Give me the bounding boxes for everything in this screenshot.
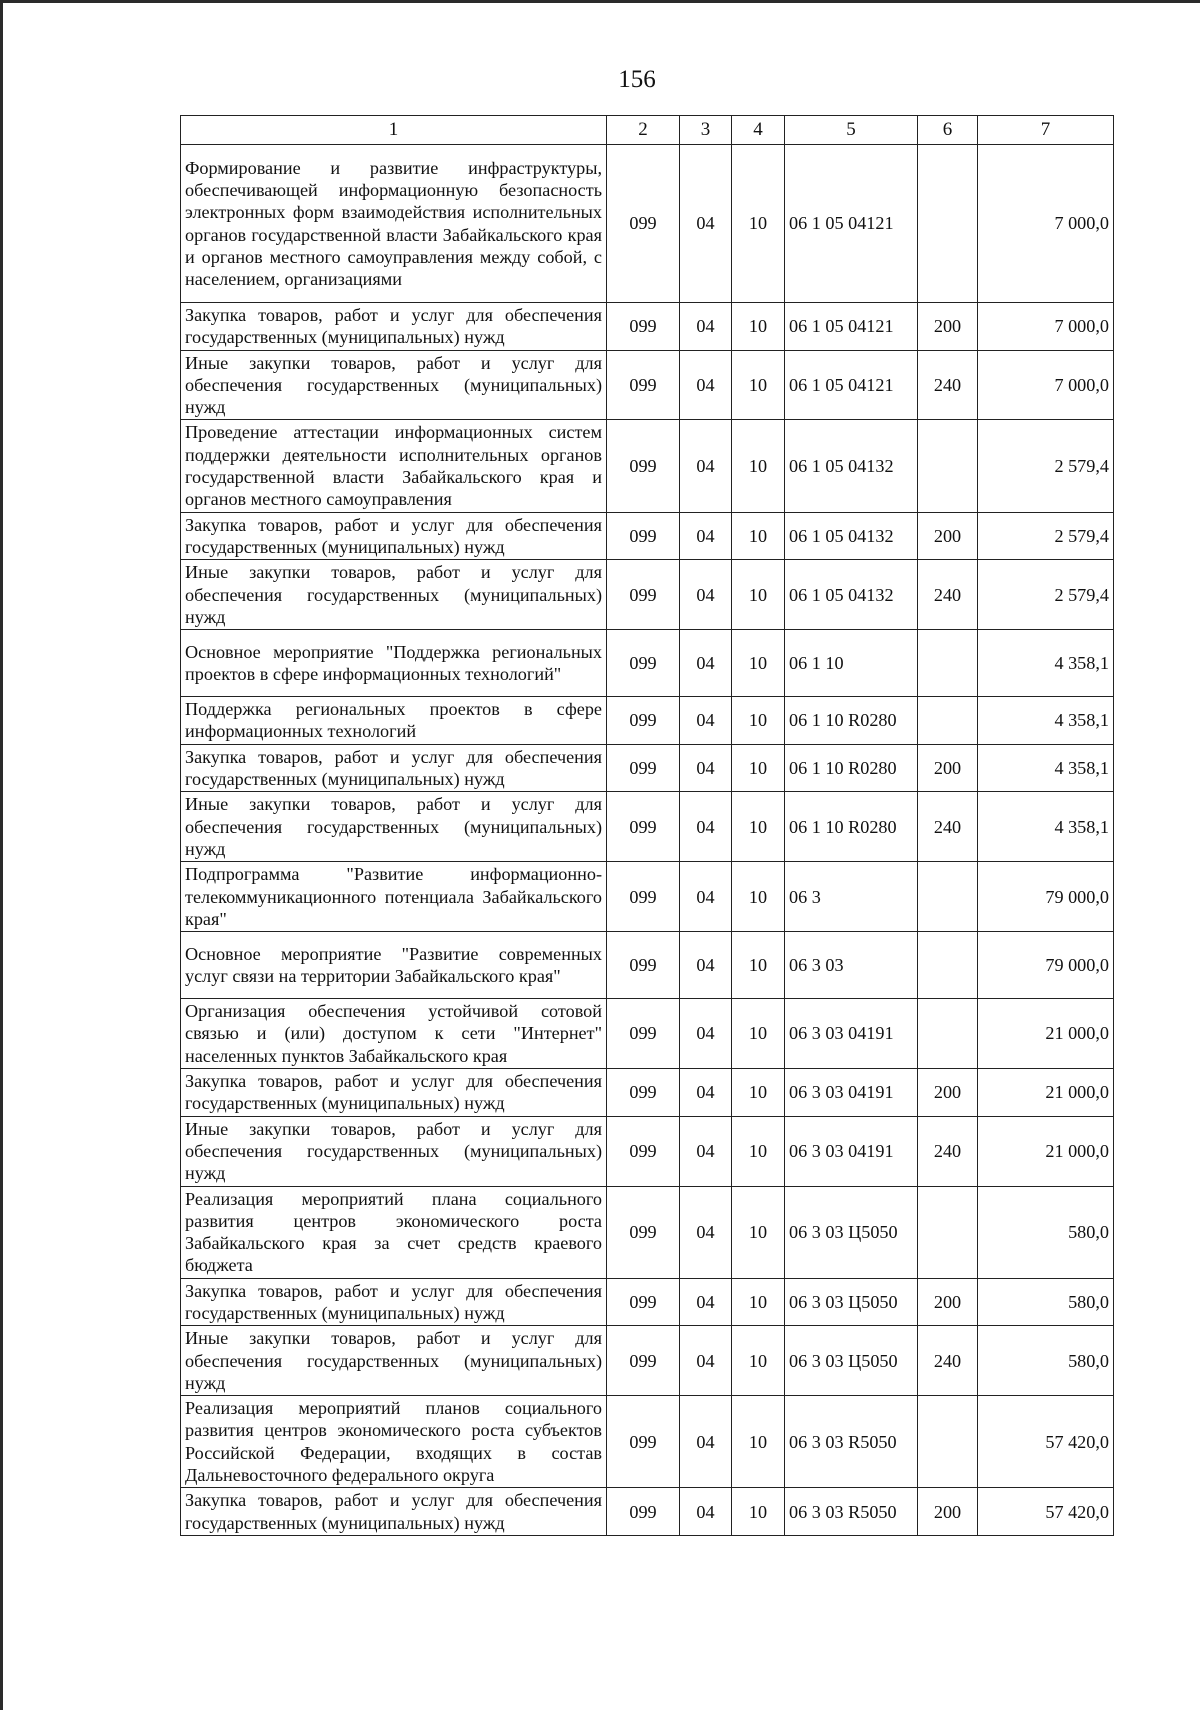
row-ministry-code: 099 xyxy=(607,932,680,999)
row-amount: 79 000,0 xyxy=(978,862,1114,932)
row-subsection-code: 10 xyxy=(732,1116,785,1186)
row-ministry-code: 099 xyxy=(607,630,680,697)
row-ministry-code: 099 xyxy=(607,697,680,745)
header-cell: 2 xyxy=(607,116,680,145)
row-amount: 21 000,0 xyxy=(978,999,1114,1069)
row-target-article: 06 1 10 xyxy=(785,630,918,697)
header-cell: 4 xyxy=(732,116,785,145)
table-row xyxy=(181,303,1114,351)
row-ministry-code: 099 xyxy=(607,999,680,1069)
table-row xyxy=(181,1326,1114,1396)
row-description: Формирование и развитие инфраструктуры, обеспечивающей информационную безопасность электронных форм взаимодействия исполнительных органов государственной власти Забайкальского края и органов местного самоуправления между собой, с населением, организациями xyxy=(181,145,607,303)
row-expense-type: 200 xyxy=(918,744,978,792)
row-section-code: 04 xyxy=(680,744,732,792)
row-target-article: 06 3 03 R5050 xyxy=(785,1396,918,1488)
row-subsection-code: 10 xyxy=(732,744,785,792)
row-amount: 4 358,1 xyxy=(978,630,1114,697)
row-description: Иные закупки товаров, работ и услуг для обеспечения государственных (муниципальных) нужд xyxy=(181,1326,607,1396)
header-cell: 1 xyxy=(181,116,607,145)
row-expense-type xyxy=(918,697,978,745)
row-target-article: 06 1 05 04121 xyxy=(785,350,918,420)
row-description: Подпрограмма "Развитие информационно-телекоммуникационного потенциала Забайкальского края" xyxy=(181,862,607,932)
row-amount: 2 579,4 xyxy=(978,560,1114,630)
table-row xyxy=(181,630,1114,697)
row-subsection-code: 10 xyxy=(732,1396,785,1488)
row-subsection-code: 10 xyxy=(732,303,785,351)
table-row xyxy=(181,1069,1114,1117)
row-section-code: 04 xyxy=(680,1488,732,1536)
row-target-article: 06 1 05 04121 xyxy=(785,145,918,303)
row-subsection-code: 10 xyxy=(732,792,785,862)
row-amount: 580,0 xyxy=(978,1326,1114,1396)
row-target-article: 06 1 10 R0280 xyxy=(785,792,918,862)
table-row xyxy=(181,1396,1114,1488)
row-description: Иные закупки товаров, работ и услуг для обеспечения государственных (муниципальных) нужд xyxy=(181,1116,607,1186)
row-expense-type: 240 xyxy=(918,1326,978,1396)
row-amount: 7 000,0 xyxy=(978,303,1114,351)
row-subsection-code: 10 xyxy=(732,420,785,512)
row-amount: 21 000,0 xyxy=(978,1069,1114,1117)
row-target-article: 06 1 05 04132 xyxy=(785,560,918,630)
row-amount: 2 579,4 xyxy=(978,512,1114,560)
header-cell: 5 xyxy=(785,116,918,145)
row-subsection-code: 10 xyxy=(732,697,785,745)
row-description: Реализация мероприятий плана социального развития центров экономического роста Забайкальского края за счет средств краевого бюджета xyxy=(181,1186,607,1278)
budget-table xyxy=(180,115,1114,1536)
row-subsection-code: 10 xyxy=(732,1278,785,1326)
row-target-article: 06 3 03 xyxy=(785,932,918,999)
row-section-code: 04 xyxy=(680,697,732,745)
row-section-code: 04 xyxy=(680,420,732,512)
row-target-article: 06 1 05 04121 xyxy=(785,303,918,351)
row-description: Основное мероприятие "Развитие современных услуг связи на территории Забайкальского края" xyxy=(181,932,607,999)
row-target-article: 06 1 10 R0280 xyxy=(785,697,918,745)
row-description: Организация обеспечения устойчивой сотовой связью и (или) доступом к сети "Интернет" населенных пунктов Забайкальского края xyxy=(181,999,607,1069)
row-subsection-code: 10 xyxy=(732,1488,785,1536)
row-description: Реализация мероприятий планов социального развития центров экономического роста субъектов Российской Федерации, входящих в состав Дальневосточного федерального округа xyxy=(181,1396,607,1488)
row-amount: 580,0 xyxy=(978,1278,1114,1326)
row-expense-type: 240 xyxy=(918,350,978,420)
row-description: Основное мероприятие "Поддержка региональных проектов в сфере информационных технологий" xyxy=(181,630,607,697)
row-amount: 4 358,1 xyxy=(978,744,1114,792)
row-amount: 79 000,0 xyxy=(978,932,1114,999)
row-description: Закупка товаров, работ и услуг для обеспечения государственных (муниципальных) нужд xyxy=(181,303,607,351)
row-section-code: 04 xyxy=(680,630,732,697)
header-cell: 6 xyxy=(918,116,978,145)
table-row xyxy=(181,512,1114,560)
table-header-row xyxy=(181,116,1114,145)
row-section-code: 04 xyxy=(680,1326,732,1396)
row-expense-type: 240 xyxy=(918,560,978,630)
header-cell: 7 xyxy=(978,116,1114,145)
row-ministry-code: 099 xyxy=(607,303,680,351)
row-expense-type: 200 xyxy=(918,512,978,560)
row-subsection-code: 10 xyxy=(732,1069,785,1117)
row-description: Проведение аттестации информационных систем поддержки деятельности исполнительных органов государственной власти Забайкальского края и органов местного самоуправления xyxy=(181,420,607,512)
scan-border-top xyxy=(0,0,1200,3)
row-subsection-code: 10 xyxy=(732,630,785,697)
row-amount: 21 000,0 xyxy=(978,1116,1114,1186)
row-section-code: 04 xyxy=(680,862,732,932)
table-row xyxy=(181,862,1114,932)
row-amount: 4 358,1 xyxy=(978,697,1114,745)
row-subsection-code: 10 xyxy=(732,1186,785,1278)
table-row xyxy=(181,1186,1114,1278)
row-amount: 580,0 xyxy=(978,1186,1114,1278)
row-amount: 4 358,1 xyxy=(978,792,1114,862)
row-ministry-code: 099 xyxy=(607,560,680,630)
row-subsection-code: 10 xyxy=(732,932,785,999)
row-amount: 57 420,0 xyxy=(978,1396,1114,1488)
row-section-code: 04 xyxy=(680,792,732,862)
row-target-article: 06 3 03 04191 xyxy=(785,999,918,1069)
row-target-article: 06 3 03 R5050 xyxy=(785,1488,918,1536)
row-ministry-code: 099 xyxy=(607,512,680,560)
row-section-code: 04 xyxy=(680,1116,732,1186)
row-target-article: 06 1 05 04132 xyxy=(785,420,918,512)
row-description: Иные закупки товаров, работ и услуг для обеспечения государственных (муниципальных) нужд xyxy=(181,560,607,630)
row-target-article: 06 3 03 Ц5050 xyxy=(785,1326,918,1396)
row-ministry-code: 099 xyxy=(607,862,680,932)
row-section-code: 04 xyxy=(680,145,732,303)
row-subsection-code: 10 xyxy=(732,999,785,1069)
row-section-code: 04 xyxy=(680,303,732,351)
row-ministry-code: 099 xyxy=(607,1326,680,1396)
row-section-code: 04 xyxy=(680,1186,732,1278)
row-section-code: 04 xyxy=(680,350,732,420)
row-amount: 2 579,4 xyxy=(978,420,1114,512)
row-ministry-code: 099 xyxy=(607,1116,680,1186)
row-expense-type xyxy=(918,999,978,1069)
row-description: Поддержка региональных проектов в сфере информационных технологий xyxy=(181,697,607,745)
table-row xyxy=(181,350,1114,420)
table-row xyxy=(181,744,1114,792)
row-subsection-code: 10 xyxy=(732,1326,785,1396)
row-description: Закупка товаров, работ и услуг для обеспечения государственных (муниципальных) нужд xyxy=(181,1069,607,1117)
table-row xyxy=(181,145,1114,303)
row-amount: 57 420,0 xyxy=(978,1488,1114,1536)
row-section-code: 04 xyxy=(680,512,732,560)
row-ministry-code: 099 xyxy=(607,1396,680,1488)
row-ministry-code: 099 xyxy=(607,350,680,420)
row-expense-type: 200 xyxy=(918,1278,978,1326)
row-amount: 7 000,0 xyxy=(978,145,1114,303)
row-expense-type: 200 xyxy=(918,1488,978,1536)
row-expense-type: 240 xyxy=(918,792,978,862)
row-description: Иные закупки товаров, работ и услуг для обеспечения государственных (муниципальных) нужд xyxy=(181,792,607,862)
row-expense-type xyxy=(918,932,978,999)
row-section-code: 04 xyxy=(680,1396,732,1488)
table-row xyxy=(181,420,1114,512)
row-description: Закупка товаров, работ и услуг для обеспечения государственных (муниципальных) нужд xyxy=(181,1278,607,1326)
row-ministry-code: 099 xyxy=(607,1069,680,1117)
row-ministry-code: 099 xyxy=(607,744,680,792)
row-target-article: 06 3 03 Ц5050 xyxy=(785,1278,918,1326)
row-target-article: 06 1 10 R0280 xyxy=(785,744,918,792)
row-description: Закупка товаров, работ и услуг для обеспечения государственных (муниципальных) нужд xyxy=(181,744,607,792)
row-target-article: 06 1 05 04132 xyxy=(785,512,918,560)
row-expense-type: 200 xyxy=(918,1069,978,1117)
row-expense-type: 200 xyxy=(918,303,978,351)
row-target-article: 06 3 03 Ц5050 xyxy=(785,1186,918,1278)
table-row xyxy=(181,560,1114,630)
row-ministry-code: 099 xyxy=(607,1278,680,1326)
header-cell: 3 xyxy=(680,116,732,145)
row-ministry-code: 099 xyxy=(607,1186,680,1278)
row-ministry-code: 099 xyxy=(607,145,680,303)
row-section-code: 04 xyxy=(680,999,732,1069)
row-expense-type xyxy=(918,1396,978,1488)
table-row xyxy=(181,1488,1114,1536)
row-description: Закупка товаров, работ и услуг для обеспечения государственных (муниципальных) нужд xyxy=(181,512,607,560)
row-ministry-code: 099 xyxy=(607,792,680,862)
table-row xyxy=(181,999,1114,1069)
row-target-article: 06 3 03 04191 xyxy=(785,1116,918,1186)
row-section-code: 04 xyxy=(680,932,732,999)
row-amount: 7 000,0 xyxy=(978,350,1114,420)
row-target-article: 06 3 03 04191 xyxy=(785,1069,918,1117)
row-description: Закупка товаров, работ и услуг для обеспечения государственных (муниципальных) нужд xyxy=(181,1488,607,1536)
page-number: 156 xyxy=(618,66,656,93)
scan-border-left xyxy=(0,0,3,1710)
row-ministry-code: 099 xyxy=(607,420,680,512)
row-subsection-code: 10 xyxy=(732,145,785,303)
row-section-code: 04 xyxy=(680,1069,732,1117)
row-expense-type xyxy=(918,862,978,932)
table-row xyxy=(181,1116,1114,1186)
row-target-article: 06 3 xyxy=(785,862,918,932)
table-row xyxy=(181,932,1114,999)
row-description: Иные закупки товаров, работ и услуг для обеспечения государственных (муниципальных) нужд xyxy=(181,350,607,420)
row-ministry-code: 099 xyxy=(607,1488,680,1536)
row-subsection-code: 10 xyxy=(732,862,785,932)
row-subsection-code: 10 xyxy=(732,350,785,420)
table-row xyxy=(181,1278,1114,1326)
row-subsection-code: 10 xyxy=(732,512,785,560)
row-expense-type xyxy=(918,145,978,303)
row-subsection-code: 10 xyxy=(732,560,785,630)
row-expense-type xyxy=(918,630,978,697)
row-expense-type xyxy=(918,420,978,512)
row-expense-type: 240 xyxy=(918,1116,978,1186)
table-row xyxy=(181,697,1114,745)
row-section-code: 04 xyxy=(680,560,732,630)
row-expense-type xyxy=(918,1186,978,1278)
table-row xyxy=(181,792,1114,862)
row-section-code: 04 xyxy=(680,1278,732,1326)
